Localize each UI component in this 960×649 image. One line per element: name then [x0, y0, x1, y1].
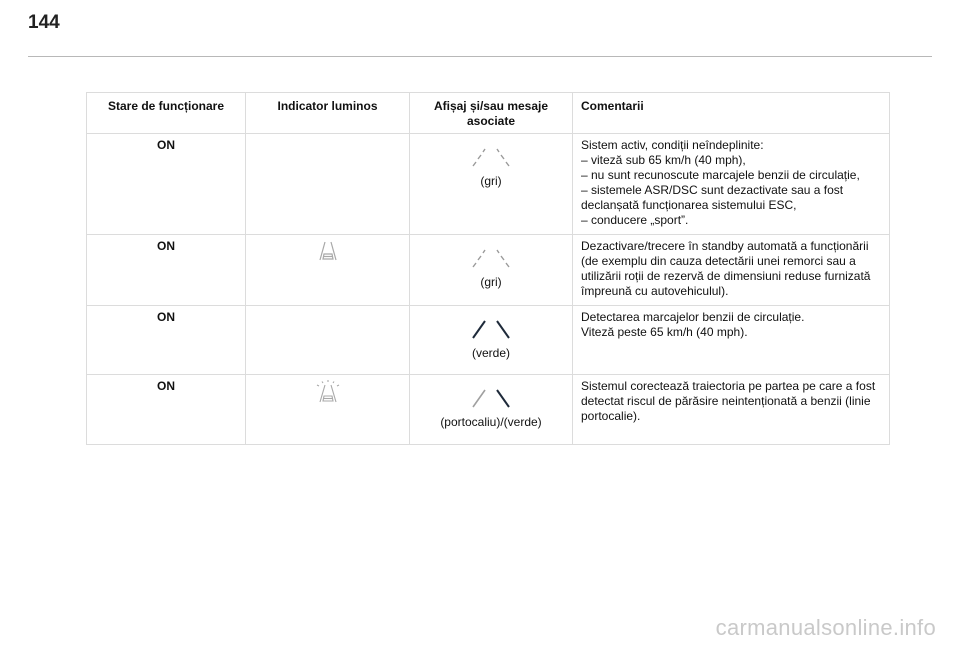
page-number: 144 [28, 12, 60, 33]
table-row [87, 306, 890, 375]
indicator-cell [246, 235, 410, 306]
header-comments: Comentarii [573, 93, 890, 134]
header-display: Afișaj și/sau mesaje asociate [410, 93, 573, 134]
display-label: (portocaliu)/(verde) [440, 415, 542, 429]
comments-cell [573, 306, 890, 375]
status-table [86, 92, 890, 445]
display-cell [410, 375, 573, 445]
table-row [87, 134, 890, 235]
comments-cell [573, 134, 890, 235]
display-cell [410, 306, 573, 375]
lane-lines-correcting-icon [461, 385, 521, 409]
comment-line: – viteză sub 65 km/h (40 mph), [581, 153, 746, 167]
comment-line: Viteză peste 65 km/h (40 mph). [581, 325, 748, 339]
watermark: carmanualsonline.info [715, 615, 936, 640]
state-cell: ON [87, 235, 246, 306]
table-row [87, 235, 890, 306]
comment-line: Dezactivare/trecere în standby automată a funcționării (de exemplu din cauza detectării unei remorci sau a utilizării roții de rezervă de dimensiuni reduse furnizată împreună cu autovehiculul). [581, 239, 871, 298]
indicator-cell [246, 375, 410, 445]
display-label: (verde) [471, 346, 510, 360]
comment-line: Sistem activ, condiții neîndeplinite: [581, 138, 764, 152]
lane-lines-dashed-icon [461, 144, 521, 168]
display-cell [410, 235, 573, 306]
comments-cell [573, 235, 890, 306]
display-cell [410, 134, 573, 235]
header-indicator: Indicator luminos [246, 93, 410, 134]
lane-lines-solid-icon [461, 316, 521, 340]
lane-lines-dashed-icon [461, 245, 521, 269]
table-header-row [87, 93, 890, 134]
display-label: (gri) [480, 275, 502, 289]
comment-line: – sistemele ASR/DSC sunt dezactivate sau a fost declanșată funcționarea sistemului ESC, [581, 183, 844, 212]
comment-line: Detectarea marcajelor benzii de circulație. [581, 310, 805, 324]
comments-cell [573, 375, 890, 445]
indicator-cell [246, 306, 410, 375]
comment-line: – conducere „sport”. [581, 213, 689, 227]
header-rule [28, 56, 932, 57]
display-label: (gri) [480, 174, 502, 188]
table-row [87, 375, 890, 445]
state-cell: ON [87, 306, 246, 375]
comment-line: – nu sunt recunoscute marcajele benzii de circulație, [581, 168, 860, 182]
comment-line: Sistemul corectează traiectoria pe partea pe care a fost detectat riscul de părăsire neintenționată a benzii (linie portocalie). [581, 379, 876, 423]
lane-assist-warning-icon [313, 239, 343, 263]
state-cell: ON [87, 134, 246, 235]
lane-assist-active-icon [313, 379, 343, 405]
state-cell: ON [87, 375, 246, 445]
indicator-cell [246, 134, 410, 235]
header-state: Stare de funcționare [87, 93, 246, 134]
